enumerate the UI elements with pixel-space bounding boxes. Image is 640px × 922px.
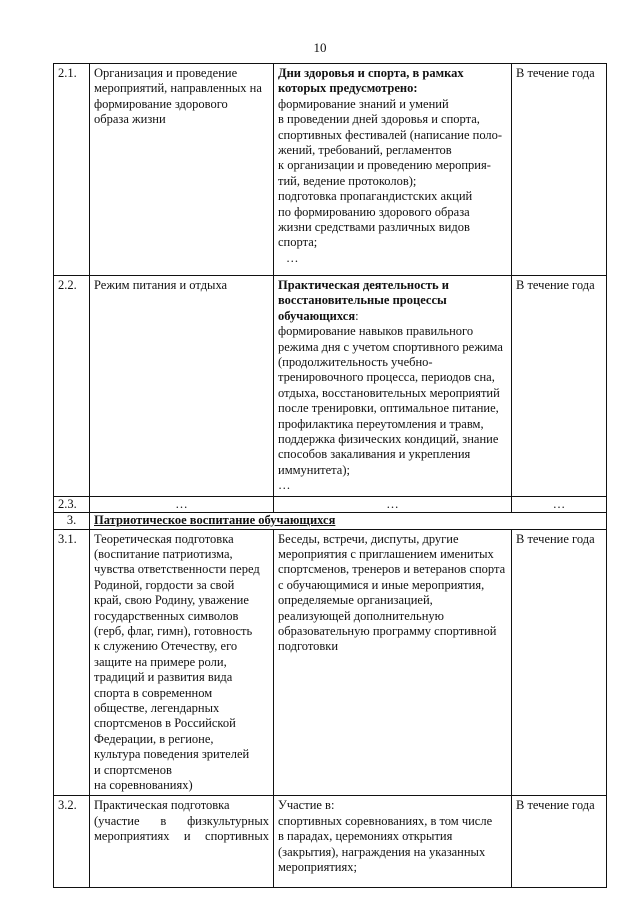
term-cell: … <box>512 496 607 512</box>
content-cell: Практическая деятельность и восстановительные процессы обучающихся: формирование навыков правильного режима дня с учетом спортивного режима (продолжительность учебно- тренировочного процесса, периодов сна, отдыха, восстановительных мероприятий после тренировки, оптимальное питание, профилактика переутомления и травм, поддержка физических кондиций, знание способов закаливания и укрепления иммунитета); … <box>274 276 512 497</box>
table-row <box>54 529 607 796</box>
table-row <box>54 796 607 888</box>
row-number: 3.2. <box>54 796 90 888</box>
table-row <box>54 496 607 512</box>
plan-table <box>53 63 607 888</box>
content-cell: Беседы, встречи, диспуты, другие мероприятия с приглашением именитых спортсменов, тренеров и ветеранов спорта с обучающимися и иные мероприятия, определяемые организацией, реализующей дополнительную образовательную программу спортивной подготовки <box>274 529 512 796</box>
activity-cell: Практическая подготовка (участие в физкультурных мероприятиях и спортивных <box>90 796 274 888</box>
page-number: 10 <box>313 40 327 55</box>
content-cell: … <box>274 496 512 512</box>
activity-cell: Теоретическая подготовка (воспитание патриотизма, чувства ответственности перед Родиной, гордости за свой край, свою Родину, уважение государственных символов (герб, флаг, гимн), готовность к служению Отечеству, его защите на примере роли, традиций и развития вида спорта в современном обществе, легендарных спортсменов в Российской Федерации, в регионе, культура поведения зрителей и спортсменов на соревнованиях) <box>90 529 274 796</box>
table-row <box>54 276 607 497</box>
term-cell: В течение года <box>512 64 607 276</box>
term-cell: В течение года <box>512 796 607 888</box>
term-cell: В течение года <box>512 276 607 497</box>
row-number: 2.3. <box>54 496 90 512</box>
activity-cell: Организация и проведение мероприятий, направленных на формирование здорового образа жизни <box>90 64 274 276</box>
row-number: 2.2. <box>54 276 90 497</box>
content-cell: Участие в: спортивных соревнованиях, в том числе в парадах, церемониях открытия (закрытия), награждения на указанных мероприятиях; <box>274 796 512 888</box>
activity-cell: … <box>90 496 274 512</box>
row-number: 2.1. <box>54 64 90 276</box>
activity-cell: Режим питания и отдыха <box>90 276 274 497</box>
section-row <box>54 513 607 529</box>
section-number: 3. <box>54 513 90 529</box>
section-title: Патриотическое воспитание обучающихся <box>90 513 607 529</box>
row-number: 3.1. <box>54 529 90 796</box>
content-cell: Дни здоровья и спорта, в рамках которых предусмотрено: формирование знаний и умений в проведении дней здоровья и спорта, спортивных фестивалей (написание поло- жений, требований, регламентов к организации и проведению мероприя- тий, ведение протоколов); подготовка пропагандистских акций по формированию здорового образа жизни средствами различных видов спорта; … <box>274 64 512 276</box>
term-cell: В течение года <box>512 529 607 796</box>
table-row <box>54 64 607 276</box>
